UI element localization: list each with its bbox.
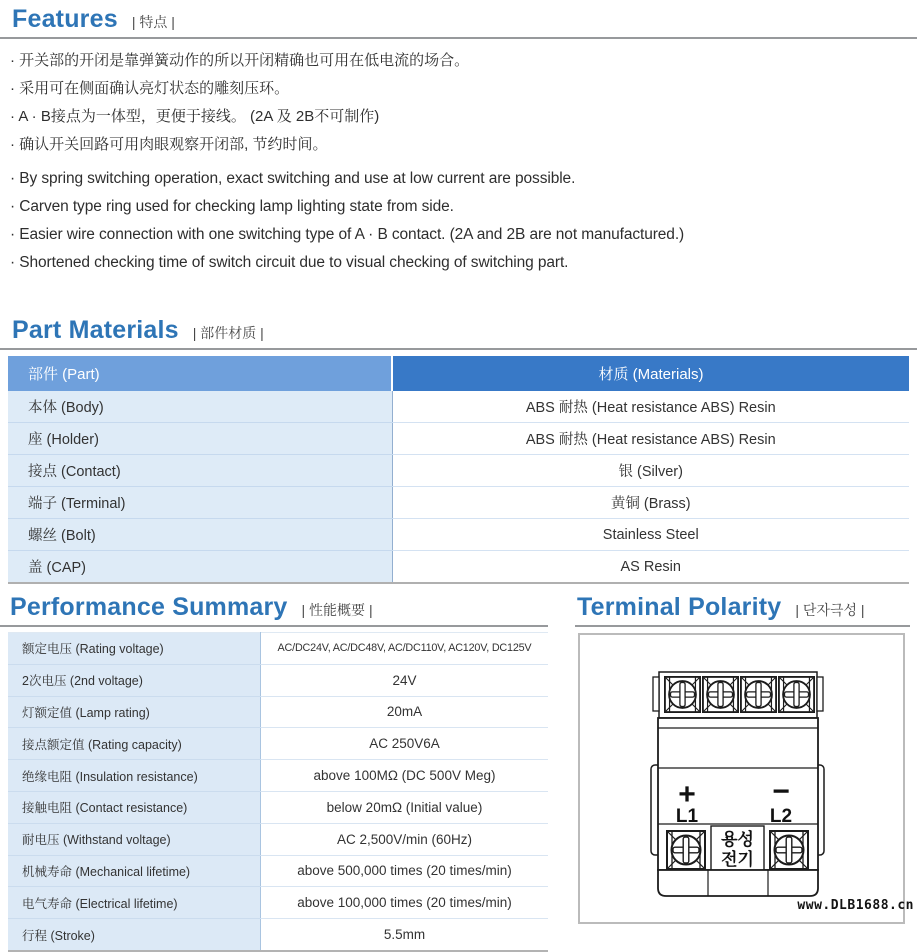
brand-text-line1: 용성 — [721, 830, 754, 849]
part-materials-section — [0, 315, 917, 584]
table-row — [8, 855, 548, 887]
part-cell: 座 (Holder) — [8, 423, 392, 455]
spec-value: above 500,000 times (20 times/min) — [261, 855, 549, 887]
spec-value: 20mA — [261, 696, 549, 728]
performance-header — [0, 592, 548, 622]
performance-title: Performance Summary — [10, 593, 288, 621]
plus-sign: + — [678, 778, 696, 811]
spec-label: 2次电压 (2nd voltage) — [8, 664, 261, 696]
features-subtitle: | 特点 | — [131, 14, 175, 30]
material-cell: 银 (Silver) — [392, 455, 909, 487]
spec-value: AC/DC24V, AC/DC48V, AC/DC110V, AC120V, DC125V — [261, 633, 549, 665]
feature-item: · Shortened checking time of switch circuit due to visual checking of switching part. — [10, 254, 569, 271]
feature-item: · Easier wire connection with one switching type of A · B contact. (2A and 2B are not manufactured.) — [10, 226, 685, 243]
features-list-english — [0, 168, 917, 273]
l1-label: L1 — [675, 806, 699, 827]
part-cell: 端子 (Terminal) — [8, 487, 392, 519]
feature-item: · 采用可在侧面确认亮灯状态的雕刻压环。 — [10, 80, 290, 97]
table-row — [8, 919, 548, 951]
brand-text-line2: 전기 — [721, 850, 754, 869]
spec-label: 耐电压 (Withstand voltage) — [8, 823, 261, 855]
table-row — [8, 487, 909, 519]
performance-section — [0, 592, 548, 952]
table-row — [8, 760, 548, 792]
part-cell: 本体 (Body) — [8, 391, 392, 423]
table-row — [8, 728, 548, 760]
watermark: www.DLB1688.cn — [797, 898, 914, 913]
spec-label: 机械寿命 (Mechanical lifetime) — [8, 855, 261, 887]
column-header-part: 部件 (Part) — [8, 356, 392, 391]
spec-label: 行程 (Stroke) — [8, 919, 261, 951]
table-row — [8, 551, 909, 584]
table-row — [8, 423, 909, 455]
l2-label: L2 — [769, 806, 793, 827]
spec-value: below 20mΩ (Initial value) — [261, 791, 549, 823]
spec-label: 额定电压 (Rating voltage) — [8, 633, 261, 665]
spec-value: above 100MΩ (DC 500V Meg) — [261, 760, 549, 792]
table-row — [8, 791, 548, 823]
section-divider — [0, 37, 917, 39]
spec-value: AC 2,500V/min (60Hz) — [261, 823, 549, 855]
table-row — [8, 887, 548, 919]
section-divider — [0, 348, 917, 350]
spec-label: 灯额定值 (Lamp rating) — [8, 696, 261, 728]
column-header-materials: 材质 (Materials) — [392, 356, 909, 391]
feature-item: · A · B接点为一体型，更便于接线。 (2A 及 2B不可制作) — [10, 108, 380, 125]
minus-sign: − — [772, 775, 790, 808]
screw-terminal-icon — [665, 677, 700, 712]
features-list-chinese — [0, 50, 917, 155]
spec-value: above 100,000 times (20 times/min) — [261, 887, 549, 919]
table-row — [8, 696, 548, 728]
terminal-polarity-diagram — [578, 633, 905, 924]
performance-table — [8, 632, 548, 952]
table-row — [8, 664, 548, 696]
part-cell: 接点 (Contact) — [8, 455, 392, 487]
features-section — [0, 4, 917, 273]
spec-label: 接点额定值 (Rating capacity) — [8, 728, 261, 760]
screw-terminal-icon — [667, 831, 705, 869]
section-divider — [0, 625, 548, 627]
spec-label: 电气寿命 (Electrical lifetime) — [8, 887, 261, 919]
features-title: Features — [12, 5, 118, 33]
spec-label: 接触电阻 (Contact resistance) — [8, 791, 261, 823]
part-materials-subtitle: | 部件材质 | — [192, 325, 264, 341]
part-materials-title: Part Materials — [12, 316, 179, 344]
part-materials-header — [0, 315, 917, 345]
features-header — [0, 4, 917, 34]
material-cell: ABS 耐热 (Heat resistance ABS) Resin — [392, 423, 909, 455]
material-cell: AS Resin — [392, 551, 909, 584]
table-row — [8, 633, 548, 665]
performance-subtitle: | 性能概要 | — [301, 602, 373, 618]
spec-value: 24V — [261, 664, 549, 696]
spec-label: 绝缘电阻 (Insulation resistance) — [8, 760, 261, 792]
feature-item: · By spring switching operation, exact switching and use at low current are possible. — [10, 170, 576, 187]
spec-value: AC 250V6A — [261, 728, 549, 760]
material-cell: Stainless Steel — [392, 519, 909, 551]
switch-base — [658, 870, 818, 896]
table-row — [8, 823, 548, 855]
feature-item: · 确认开关回路可用肉眼观察开闭部, 节约时间。 — [10, 136, 328, 153]
screw-terminal-icon — [770, 831, 808, 869]
terminal-polarity-subtitle: | 단자극성 | — [795, 602, 865, 618]
feature-item: · Carven type ring used for checking lamp lighting state from side. — [10, 198, 454, 215]
spec-value: 5.5mm — [261, 919, 549, 951]
feature-item: · 开关部的开闭是靠弹簧动作的所以开闭精确也可用在低电流的场合。 — [10, 52, 470, 69]
material-cell: 黄铜 (Brass) — [392, 487, 909, 519]
part-cell: 盖 (CAP) — [8, 551, 392, 584]
table-row — [8, 455, 909, 487]
section-divider — [575, 625, 910, 627]
table-row — [8, 391, 909, 423]
screw-terminal-icon — [779, 677, 814, 712]
part-cell: 螺丝 (Bolt) — [8, 519, 392, 551]
table-row — [8, 519, 909, 551]
material-cell: ABS 耐热 (Heat resistance ABS) Resin — [392, 391, 909, 423]
table-header-row — [8, 356, 909, 391]
screw-terminal-icon — [703, 677, 738, 712]
screw-terminal-icon — [741, 677, 776, 712]
terminal-polarity-title: Terminal Polarity — [577, 593, 782, 621]
bottom-columns — [0, 592, 917, 952]
switch-drawing — [580, 635, 903, 922]
part-materials-table — [8, 356, 909, 584]
terminal-polarity-header — [575, 592, 917, 622]
